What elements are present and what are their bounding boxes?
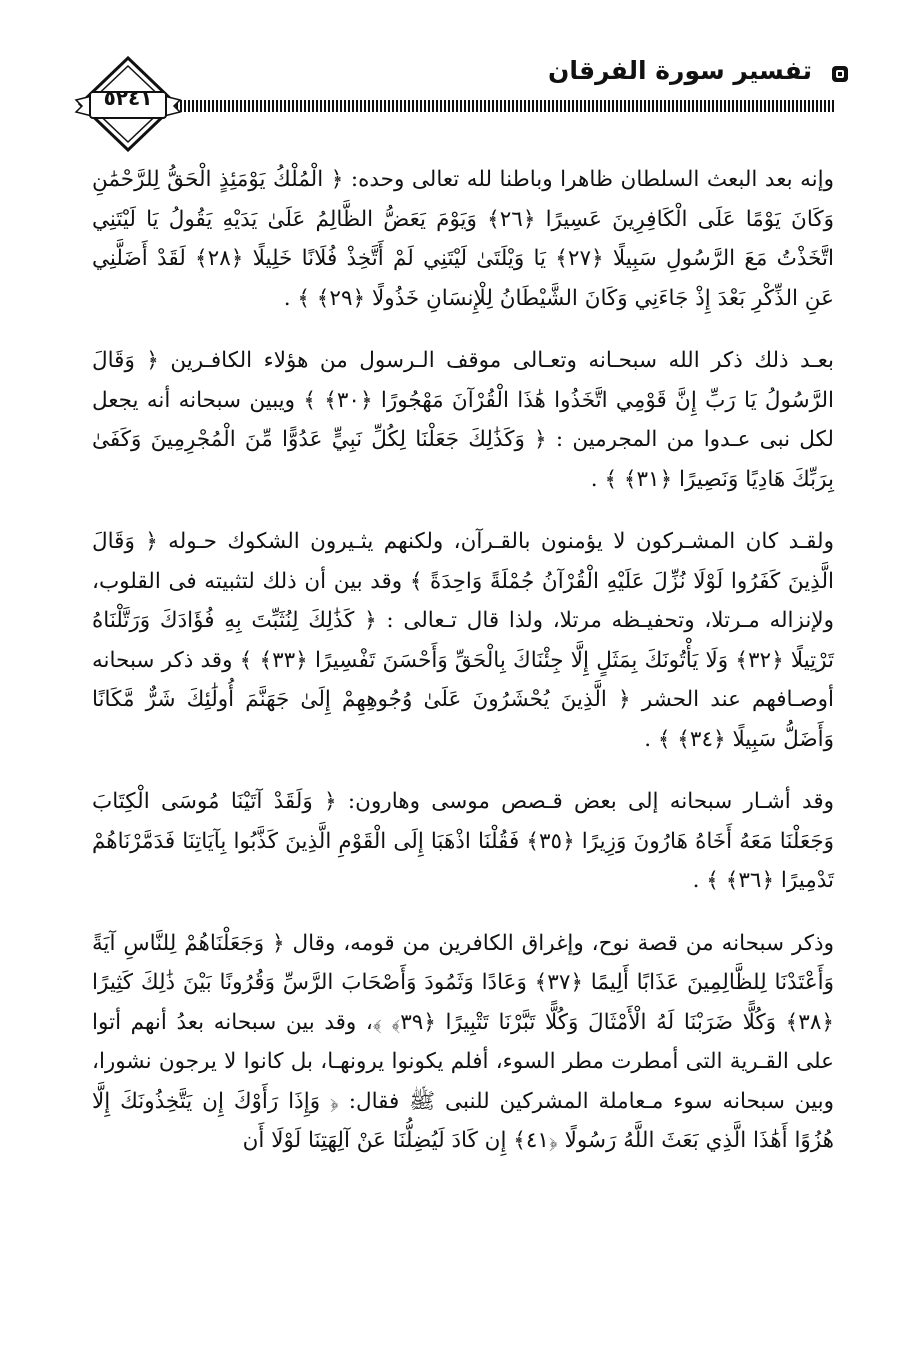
header-rule: [168, 100, 836, 112]
running-title: تفسير سورة الفرقان: [548, 56, 812, 85]
paragraph-text: وقد أشـار سبحانه إلى بعض قـصص موسى وهارون: ﴿ وَلَقَدْ آتَيْنَا مُوسَى الْكِتَابَ وَجَعَلْنَا مَعَهُ أَخَاهُ هَارُونَ وَزِيرًا ﴿٣٥﴾ فَقُلْنَا اذْهَبَا إِلَى الْقَوْمِ الَّذِينَ كَذَّبُوا بِآيَاتِنَا فَدَمَّرْنَاهُمْ تَدْمِيرًا ﴿٣٦﴾ ﴾ .: [92, 789, 834, 893]
page-body: [92, 160, 834, 1184]
paragraph: [92, 341, 834, 499]
paragraph: [92, 160, 834, 318]
paragraph-text: وإنه بعد البعث السلطان ظاهرا وباطنا لله تعالى وحده: ﴿ الْمُلْكُ يَوْمَئِذٍ الْحَقُّ لِلرَّحْمَٰنِ وَكَانَ يَوْمًا عَلَى الْكَافِرِينَ عَسِيرًا ﴿٢٦﴾ وَيَوْمَ يَعَضُّ الظَّالِمُ عَلَىٰ يَدَيْهِ يَقُولُ يَا لَيْتَنِي اتَّخَذْتُ مَعَ الرَّسُولِ سَبِيلًا ﴿٢٧﴾ يَا وَيْلَتَىٰ لَيْتَنِي لَمْ أَتَّخِذْ فُلَانًا خَلِيلًا ﴿٢٨﴾ لَقَدْ أَضَلَّنِي عَنِ الذِّكْرِ بَعْدَ إِذْ جَاءَنِي وَكَانَ الشَّيْطَانُ لِلْإِنسَانِ خَذُولًا ﴿٢٩﴾ ﴾ .: [92, 167, 835, 311]
paragraph: [92, 924, 834, 1161]
page-number: ٥٢٤١: [103, 86, 153, 110]
paragraph: [92, 782, 834, 901]
ornament-icon: [830, 64, 850, 84]
paragraph-text: بعـد ذلك ذكر الله سبحـانه وتعـالى موقف الـرسول من هؤلاء الكافـرين ﴿ وَقَالَ الرَّسُولُ يَا رَبِّ إِنَّ قَوْمِي اتَّخَذُوا هَٰذَا الْقُرْآنَ مَهْجُورًا ﴿٣٠﴾ ﴾ ويبين سبحانه أنه يجعل لكل نبى عـدوا من المجرمين : ﴿ وَكَذَٰلِكَ جَعَلْنَا لِكُلِّ نَبِيٍّ عَدُوًّا مِّنَ الْمُجْرِمِينَ وَكَفَىٰ بِرَبِّكَ هَادِيًا وَنَصِيرًا ﴿٣١﴾ ﴾ .: [92, 348, 835, 492]
paragraph: [92, 522, 834, 759]
paragraph-text: ولقـد كان المشـركون لا يؤمنون بالقـرآن، ولكنهم يثـيرون الشكوك حـوله ﴿ وَقَالَ الَّذِينَ كَفَرُوا لَوْلَا نُزِّلَ عَلَيْهِ الْقُرْآنُ جُمْلَةً وَاحِدَةً ﴾ وقد بين أن ذلك لتثبيته فى القلوب، ولإنزاله مـرتلا، وتحفيـظه مرتلا، ولذا قال تـعالى : ﴿ كَذَٰلِكَ لِنُثَبِّتَ بِهِ فُؤَادَكَ وَرَتَّلْنَاهُ تَرْتِيلًا ﴿٣٢﴾ وَلَا يَأْتُونَكَ بِمَثَلٍ إِلَّا جِئْنَاكَ بِالْحَقِّ وَأَحْسَنَ تَفْسِيرًا ﴿٣٣﴾ ﴾ وقد ذكر سبحانه أوصـافهم عند الحشر ﴿ الَّذِينَ يُحْشَرُونَ عَلَىٰ وُجُوهِهِمْ إِلَىٰ جَهَنَّمَ أُولَٰئِكَ شَرٌّ مَّكَانًا وَأَضَلُّ سَبِيلًا ﴿٣٤﴾ ﴾ .: [92, 529, 835, 752]
page-header: [0, 0, 912, 150]
paragraph-text: وذكر سبحانه من قصة نوح، وإغراق الكافرين من قومه، وقال ﴿ وَجَعَلْنَاهُمْ لِلنَّاسِ آيَةً وَأَعْتَدْنَا لِلظَّالِمِينَ عَذَابًا أَلِيمًا ﴿٣٧﴾ وَعَادًا وَثَمُودَ وَأَصْحَابَ الرَّسِّ وَقُرُونًا بَيْنَ ذَٰلِكَ كَثِيرًا ﴿٣٨﴾ وَكُلًّا ضَرَبْنَا لَهُ الْأَمْثَالَ وَكُلًّا تَبَّرْنَا تَتْبِيرًا ﴿٣٩﴾ ﴾، وقد بين سبحانه بعدُ أنهم أتوا على القـرية التى أمطرت مطر السوء، أفلم يكونوا يرونهـا، بل كانوا لا يرجون نشورا، وبين سبحانه سوء مـعاملة المشركين للنبى ﷺ فقال: ﴿ وَإِذَا رَأَوْكَ إِن يَتَّخِذُونَكَ إِلَّا هُزُوًا أَهَٰذَا الَّذِي بَعَثَ اللَّهُ رَسُولًا ﴿٤١﴾ إِن كَادَ لَيُضِلُّنَا عَنْ آلِهَتِنَا لَوْلَا أَن: [92, 930, 835, 1153]
